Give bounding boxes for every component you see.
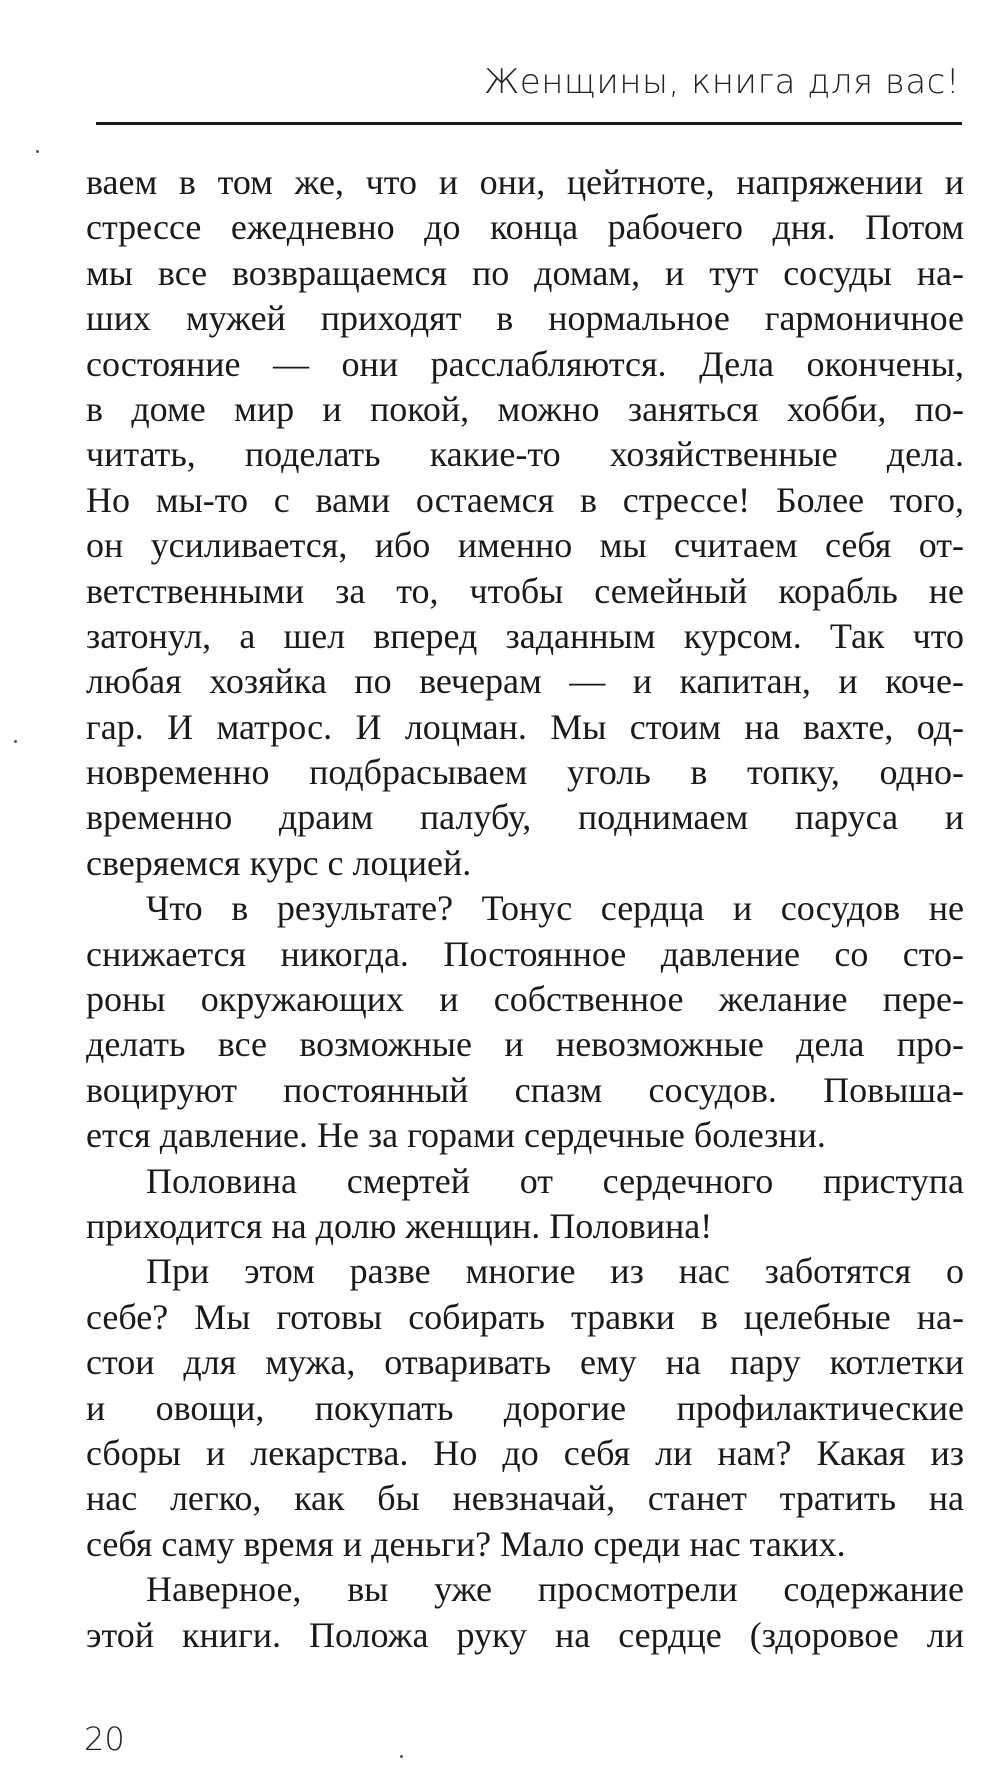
text-line: сверяемся курс с лоцией. — [86, 842, 472, 883]
text-line: этой книги. Положа руку на сердце (здоровое ли — [86, 1614, 964, 1655]
text-line: любая хозяйка по вечерам — и капитан, и коче- — [86, 661, 964, 702]
header-rule — [96, 122, 962, 125]
text-line: ваем в том же, что и они, цейтноте, напряжении и — [86, 162, 964, 202]
text-line: нас легко, как бы невзначай, станет тратить на — [86, 1478, 964, 1519]
print-speck — [14, 740, 17, 743]
body-text — [86, 160, 964, 1658]
text-line: он усиливается, ибо именно мы считаем себя от- — [86, 525, 964, 566]
text-line: затонул, а шел вперед заданным курсом. Так что — [86, 615, 964, 656]
text-line: делать все возможные и невозможные дела про- — [86, 1024, 964, 1065]
text-line: себя саму время и деньги? Мало среди нас таких. — [86, 1523, 846, 1564]
text-line: стои для мужа, отваривать ему на пару котлетки — [86, 1342, 964, 1383]
text-line: снижается никогда. Постоянное давление со сто- — [86, 933, 964, 974]
text-line: Что в результате? Тонус сердца и сосудов не — [146, 888, 964, 929]
text-line: Наверное, вы уже просмотрели содержание — [146, 1569, 964, 1610]
text-line: воцируют постоянный спазм сосудов. Повыша- — [86, 1069, 964, 1110]
print-speck — [36, 150, 39, 153]
text-line: стрессе ежедневно до конца рабочего дня. Потом — [86, 207, 964, 248]
print-speck — [400, 1755, 403, 1758]
page-number: 20 — [84, 1720, 125, 1758]
text-line: ветственными за то, чтобы семейный корабль не — [86, 570, 964, 611]
text-line: читать, поделать какие-то хозяйственные дела. — [86, 434, 964, 475]
text-line: При этом разве многие из нас заботятся о — [146, 1251, 964, 1292]
text-line: роны окружающих и собственное желание пере- — [86, 979, 964, 1020]
text-line: себе? Мы готовы собирать травки в целебные на- — [86, 1296, 964, 1337]
text-line: новременно подбрасываем уголь в топку, одно- — [86, 752, 964, 793]
text-line: гар. И матрос. И лоцман. Мы стоим на вахте, од- — [86, 706, 964, 747]
text-line: временно драим палубу, поднимаем паруса и — [86, 797, 964, 838]
text-line: сборы и лекарства. Но до себя ли нам? Какая из — [86, 1432, 964, 1473]
text-line: ется давление. Не за горами сердечные болезни. — [86, 1115, 826, 1156]
text-line: Но мы-то с вами остаемся в стрессе! Более того, — [86, 479, 964, 520]
text-line: Половина смертей от сердечного приступа — [146, 1160, 964, 1201]
text-line: мы все возвращаемся по домам, и тут сосуды на- — [86, 252, 964, 293]
text-line: состояние — они расслабляются. Дела окончены, — [86, 343, 964, 384]
text-line: приходится на долю женщин. Половина! — [86, 1205, 713, 1246]
text-line: в доме мир и покой, можно заняться хобби, по- — [86, 388, 964, 429]
running-head: Женщины, книга для вас! — [483, 62, 960, 102]
text-line: и овощи, покупать дорогие профилактические — [86, 1387, 964, 1428]
text-line: ших мужей приходят в нормальное гармоничное — [86, 298, 964, 339]
